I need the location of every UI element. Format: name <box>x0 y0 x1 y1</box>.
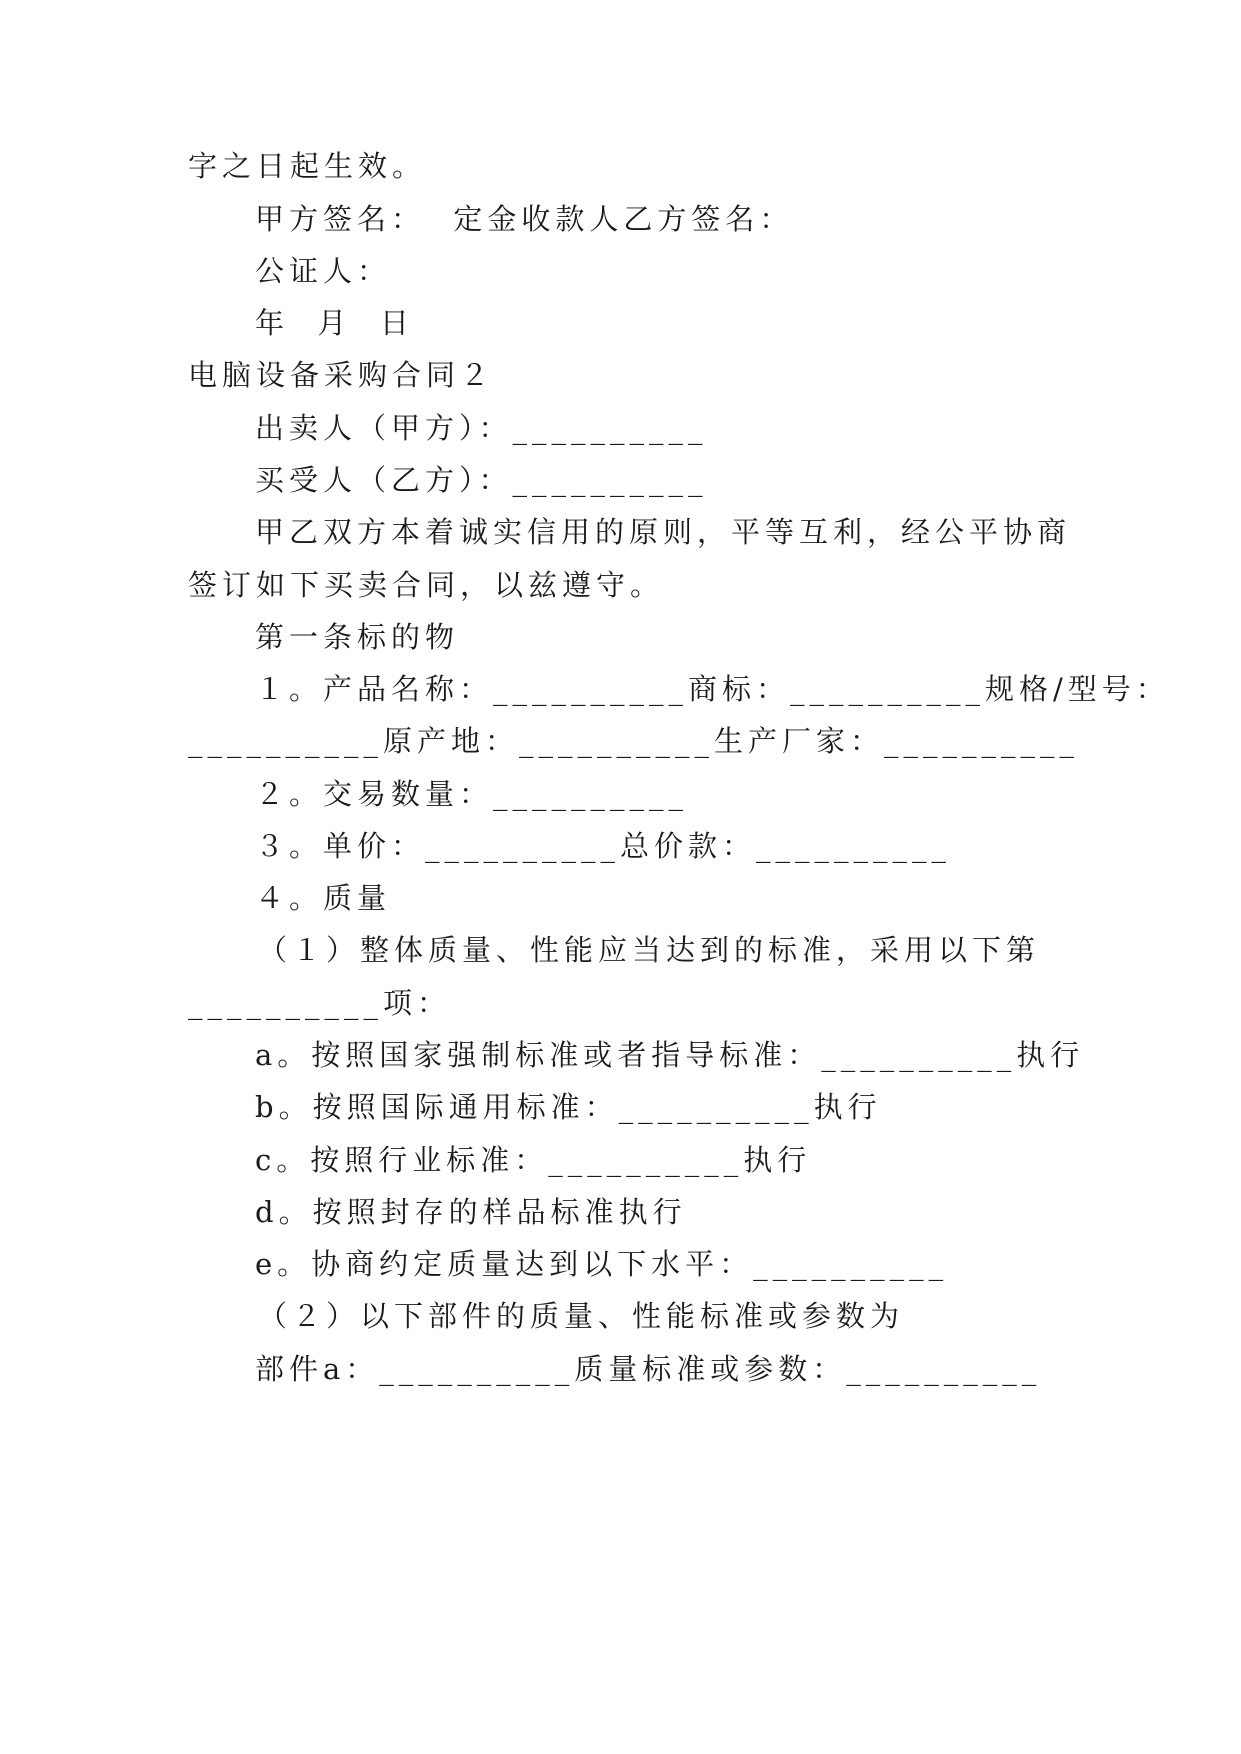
text-line-origin: __________原产地：__________生产厂家：__________ <box>188 724 1080 758</box>
text-line-price: ３。单价：__________总价款：__________ <box>255 829 952 863</box>
text-line-effective: 字之日起生效。 <box>188 149 427 183</box>
text-line-quality-1: （１）整体质量、性能应当达到的标准，采用以下第 <box>258 933 1041 967</box>
text-line-option-e: e。协商约定质量达到以下水平：__________ <box>255 1247 949 1281</box>
text-line-buyer: 买受人（乙方）：__________ <box>255 463 708 497</box>
text-line-date: 年 月 日 <box>255 306 414 340</box>
text-line-option-a: a。按照国家强制标准或者指导标准：__________执行 <box>255 1038 1085 1072</box>
text-line-signatures: 甲方签名： 定金收款人乙方签名： <box>255 202 794 236</box>
article-heading: 第一条标的物 <box>255 620 460 654</box>
text-line-seller: 出卖人（甲方）：__________ <box>255 411 708 445</box>
text-line-component-a: 部件a：__________质量标准或参数：__________ <box>255 1352 1042 1386</box>
text-line-preamble-2: 签订如下买卖合同，以兹遵守。 <box>188 568 665 602</box>
text-line-product: １。产品名称：__________商标：__________规格/型号： <box>255 672 1170 706</box>
text-line-quality-1b: __________项： <box>188 986 452 1020</box>
text-line-preamble-1: 甲乙双方本着诚实信用的原则，平等互利，经公平协商 <box>255 515 1072 549</box>
text-line-notary: 公证人： <box>255 254 392 288</box>
section-title: 电脑设备采购合同２ <box>188 358 495 392</box>
text-line-option-c: c。按照行业标准：__________执行 <box>255 1143 812 1177</box>
text-line-quantity: ２。交易数量：__________ <box>255 777 689 811</box>
text-line-option-d: d。按照封存的样品标准执行 <box>255 1195 687 1229</box>
text-line-quality-2: （２）以下部件的质量、性能标准或参数为 <box>258 1299 905 1333</box>
text-line-option-b: b。按照国际通用标准：__________执行 <box>255 1090 882 1124</box>
text-line-quality: ４。质量 <box>255 881 392 915</box>
